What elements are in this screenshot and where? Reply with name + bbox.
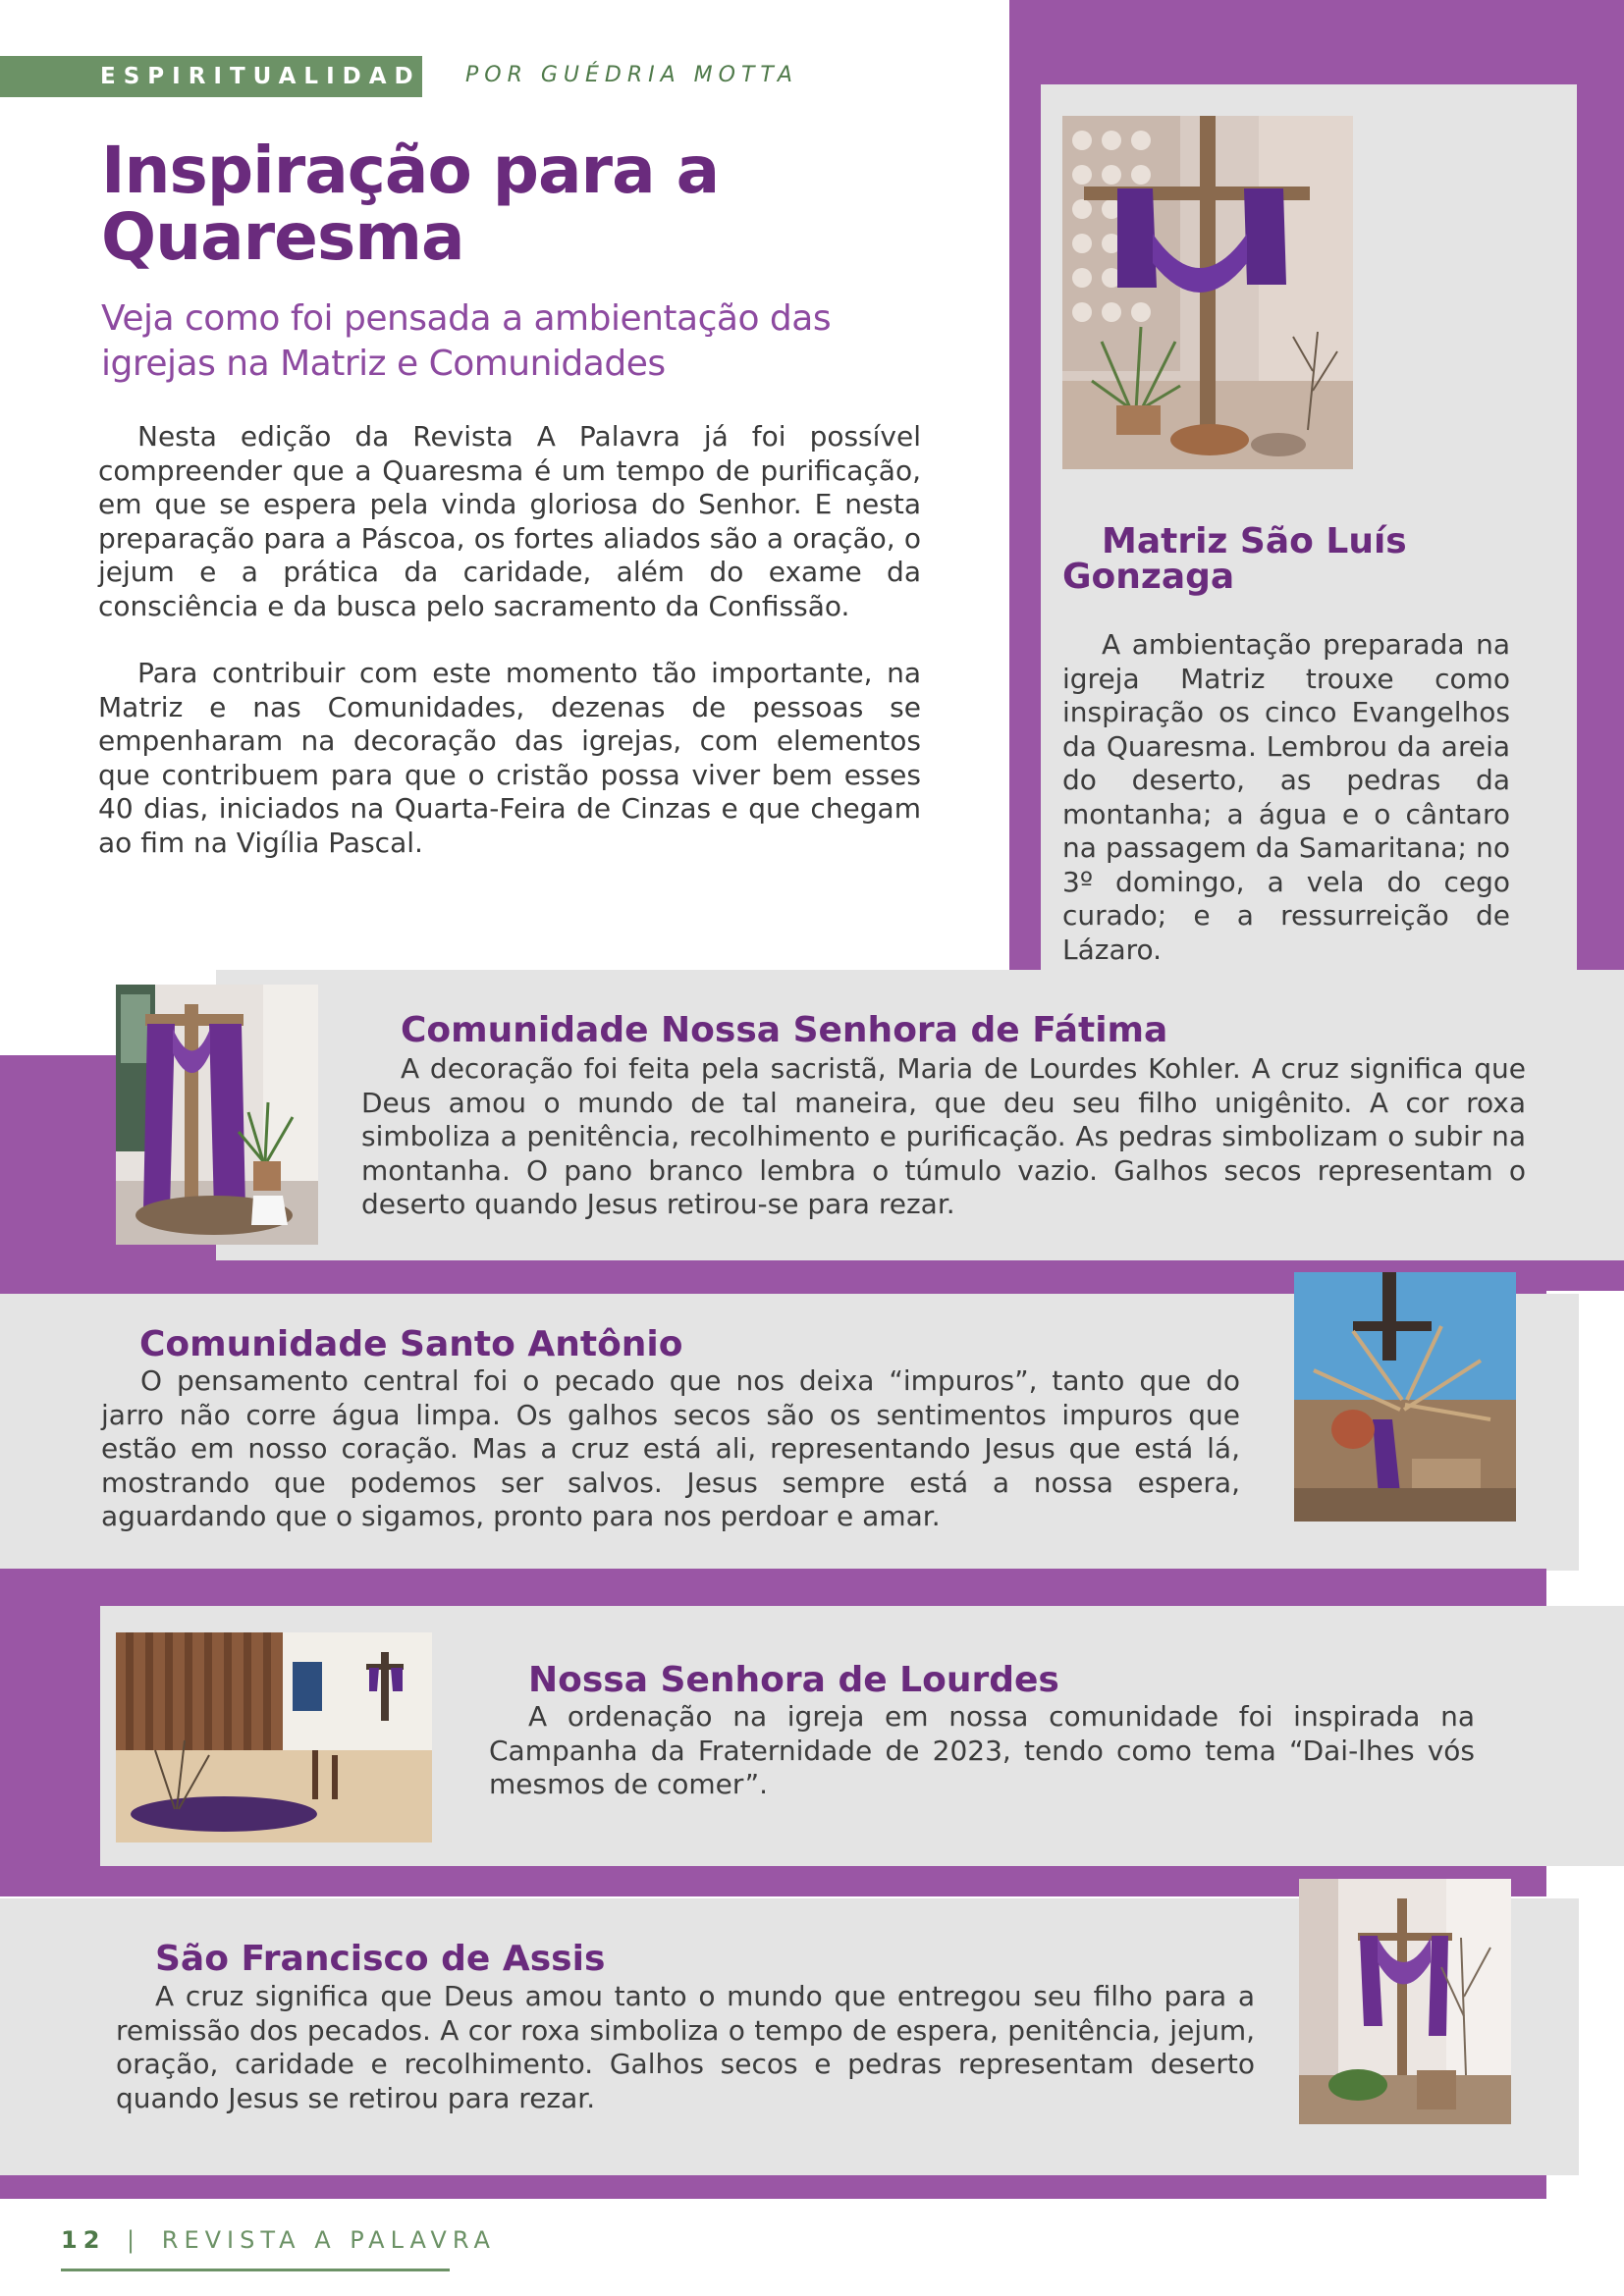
text-lourdes [489, 1700, 1475, 1802]
paragraph: A ambientação preparada na igreja Matriz trouxe como inspiração os cinco Evangelhos da Quaresma. Lembrou da areia do deserto, as pedras da montanha; a água e o cântaro na passagem da Samaritana; no 3º domingo, a vela do cego curado; e a ressurreição de Lázaro. [1062, 628, 1510, 966]
photo-lourdes-interior [116, 1632, 432, 1842]
page-number: 12 [61, 2226, 106, 2254]
heading-francisco: São Francisco de Assis [155, 1939, 606, 1979]
article-title: Inspiração para a Quaresma [101, 133, 720, 275]
section-tag: ESPIRITUALIDADE [0, 56, 422, 97]
byline: POR GUÉDRIA MOTTA [465, 63, 798, 87]
footer-divider [61, 2269, 450, 2271]
text-antonio [101, 1364, 1240, 1534]
text-francisco [116, 1980, 1255, 2115]
heading-lourdes: Nossa Senhora de Lourdes [528, 1660, 1059, 1700]
paragraph: A cruz significa que Deus amou tanto o mundo que entregou seu filho para a remissão dos pecados. A cor roxa simboliza o tempo de espera, penitência, jejum, oração, caridade e recolhimento. Galhos secos e pedras representam deserto quando Jesus se retirou para rezar. [116, 1980, 1255, 2114]
photo-matriz-cross [1062, 116, 1353, 469]
paragraph: A decoração foi feita pela sacristã, Maria de Lourdes Kohler. A cruz significa que Deus amou o mundo de tal maneira, que deu seu filho unigênito. A cor roxa simboliza a penitência, recolhimento e purificação. As pedras simbolizam o subir na montanha. O pano branco lembra o túmulo vazio. Galhos secos representam o deserto quando Jesus retirou-se para rezar. [361, 1052, 1526, 1220]
footer-separator: | [127, 2226, 141, 2254]
publication-name: REVISTA A PALAVRA [161, 2226, 496, 2254]
photo-antonio-cross [1294, 1272, 1516, 1522]
paragraph: Para contribuir com este momento tão importante, na Matriz e nas Comunidades, dezenas de pessoas se empenharam na decoração das igrejas, com elementos que contribuem para que o cristão possa viver bem esses 40 dias, iniciados na Quarta-Feira de Cinzas e que chegam ao fim na Vigília Pascal. [98, 657, 921, 859]
article-subtitle: Veja como foi pensada a ambientação das igrejas na Matriz e Comunidades [101, 298, 832, 384]
heading-matriz: Matriz São Luís Gonzaga [1062, 521, 1407, 597]
text-matriz [1062, 628, 1510, 967]
paragraph: A ordenação na igreja em nossa comunidade foi inspirada na Campanha da Fraternidade de 2023, tendo como tema “Dai-lhes vós mesmos de comer”. [489, 1700, 1475, 1800]
heading-fatima: Comunidade Nossa Senhora de Fátima [401, 1010, 1168, 1050]
text-fatima [361, 1052, 1526, 1222]
photo-francisco-cross [1299, 1879, 1511, 2124]
paragraph: Nesta edição da Revista A Palavra já foi possível compreender que a Quaresma é um tempo de purificação, em que se espera pela vinda gloriosa do Senhor. E nesta preparação para a Páscoa, os fortes aliados são a oração, o jejum e a prática da caridade, além do exame da consciência e da busca pelo sacramento da Confissão. [98, 420, 921, 622]
page-footer [61, 2226, 496, 2254]
band-bottom [0, 2175, 1546, 2199]
heading-antonio: Comunidade Santo Antônio [139, 1324, 683, 1364]
article-body [98, 420, 921, 860]
paragraph: O pensamento central foi o pecado que nos deixa “impuros”, tanto que do jarro não corre água limpa. Os galhos secos são os sentimentos impuros que estão em nosso coração. Mas a cruz está ali, representando Jesus que está lá, mostrando que podemos ser salvos. Jesus sempre está a nossa espera, aguardando que o sigamos, pronto para nos perdoar e amar. [101, 1364, 1240, 1532]
photo-fatima-cross [116, 985, 318, 1245]
